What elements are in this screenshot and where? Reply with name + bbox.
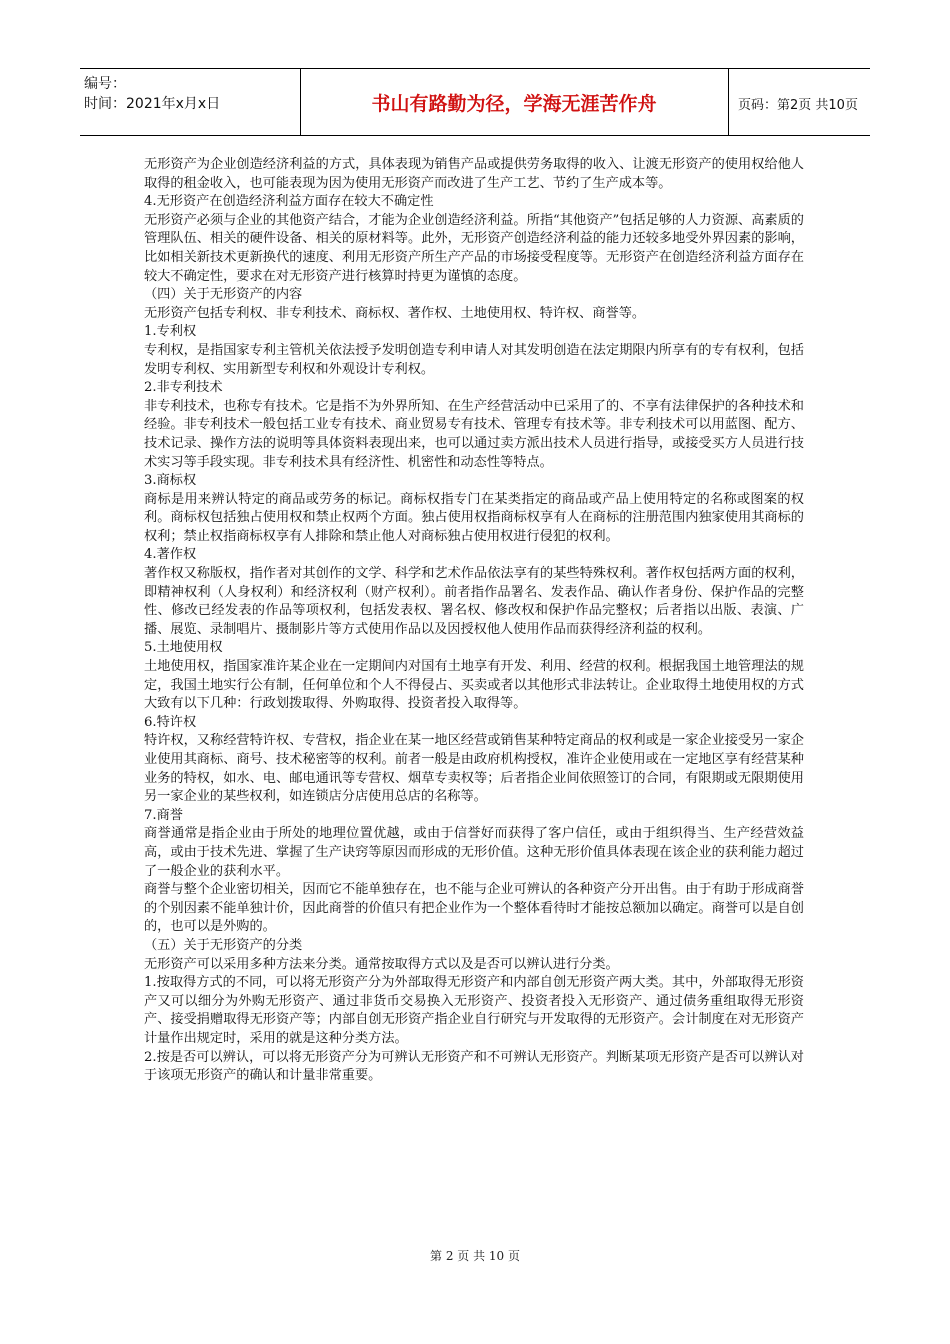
header-page-info: 页码：第2页 共10页 <box>738 98 858 113</box>
body-paragraph: 4.无形资产在创造经济利益方面存在较大不确定性 <box>144 194 434 210</box>
header-motto-cell <box>300 69 729 135</box>
body-paragraph: 商誉通常是指企业由于所处的地理位置优越，或由于信誉好而获得了客户信任，或由于组织得当、生产经营效益高，或由于技术先进、掌握了生产诀窍等原因而形成的无形价值。这种无形价值具体表现在该企业的获利能力超过了一般企业的获利水平。 <box>144 826 804 879</box>
header-motto: 书山有路勤为径，学海无涯苦作舟 <box>371 93 657 115</box>
page-header <box>80 68 870 136</box>
body-paragraph: 专利权，是指国家专利主管机关依法授予发明创造专利申请人对其发明创造在法定期限内所享有的专有权利，包括发明专利权、实用新型专利权和外观设计专利权。 <box>144 342 804 377</box>
body-paragraph: 特许权，又称经营特许权、专营权，指企业在某一地区经营或销售某种特定商品的权利或是一家企业接受另一家企业使用其商标、商号、技术秘密等的权利。前者一般是由政府机构授权，准许企业使用或在一定地区享有经营某种业务的特权，如水、电、邮电通讯等专营权、烟草专卖权等；后者指企业间依照签订的合同，有限期或无限期使用另一家企业的某些权利，如连锁店分店使用总店的名称等。 <box>144 733 804 805</box>
body-paragraph: 无形资产为企业创造经济利益的方式，具体表现为销售产品或提供劳务取得的收入、让渡无形资产的使用权给他人取得的租金收入，也可能表现为因为使用无形资产而改进了生产工艺、节约了生产成本等。 <box>144 157 804 191</box>
body-paragraph: 2.按是否可以辨认，可以将无形资产分为可辨认无形资产和不可辨认无形资产。判断某项无形资产是否可以辨认对于该项无形资产的确认和计量非常重要。 <box>144 1049 804 1084</box>
body-paragraph: 7.商誉 <box>144 807 183 823</box>
body-paragraph: （五）关于无形资产的分类 <box>144 937 303 953</box>
body-paragraph: 非专利技术，也称专有技术。它是指不为外界所知、在生产经营活动中已采用了的、不享有法律保护的各种技术和经验。非专利技术一般包括工业专有技术、商业贸易专有技术、管理专有技术等。非专利技术可以用蓝图、配方、技术记录、操作方法的说明等具体资料表现出来，也可以通过卖方派出技术人员进行指导，或接受买方人员进行技术实习等手段实现。非专利技术具有经济性、机密性和动态性等特点。 <box>144 398 804 470</box>
document-body <box>144 156 804 1086</box>
body-paragraph: （四）关于无形资产的内容 <box>144 287 303 303</box>
body-paragraph: 商誉与整个企业密切相关，因而它不能单独存在，也不能与企业可辨认的各种资产分开出售。由于有助于形成商誉的个别因素不能单独计价，因此商誉的价值只有把企业作为一个整体看待时才能按总额加以确定。商誉可以是自创的，也可以是外购的。 <box>144 882 804 935</box>
body-paragraph: 无形资产包括专利权、非专利技术、商标权、著作权、土地使用权、特许权、商誉等。 <box>144 305 646 321</box>
body-paragraph: 无形资产必须与企业的其他资产结合，才能为企业创造经济利益。所指“其他资产”包括足够的人力资源、高素质的管理队伍、相关的硬件设备、相关的原材料等。此外，无形资产创造经济利益的能力还较多地受外界因素的影响，比如相关新技术更新换代的速度、利用无形资产所生产产品的市场接受程度等。无形资产在创造经济利益方面存在较大不确定性，要求在对无形资产进行核算时持更为谨慎的态度。 <box>144 212 804 284</box>
body-paragraph: 4.著作权 <box>144 547 197 563</box>
body-paragraph: 商标是用来辨认特定的商品或劳务的标记。商标权指专门在某类指定的商品或产品上使用特定的名称或图案的权利。商标权包括独占使用权和禁止权两个方面。独占使用权指商标权享有人在商标的注册范围内独家使用其商标的权利；禁止权指商标权享有人排除和禁止他人对商标独占使用权进行侵犯的权利。 <box>144 491 804 544</box>
page-footer: 第 2 页 共 10 页 <box>430 1249 520 1263</box>
body-paragraph: 土地使用权，指国家准许某企业在一定期间内对国有土地享有开发、利用、经营的权利。根据我国土地管理法的规定，我国土地实行公有制，任何单位和个人不得侵占、买卖或者以其他形式非法转让。企业取得土地使用权的方式大致有以下几种：行政划拨取得、外购取得、投资者投入取得等。 <box>144 659 804 712</box>
document-number-label: 编号： <box>84 76 126 92</box>
body-paragraph: 3.商标权 <box>144 473 197 489</box>
body-paragraph: 1.按取得方式的不同，可以将无形资产分为外部取得无形资产和内部自创无形资产两大类。其中，外部取得无形资产又可以细分为外购无形资产、通过非货币交易换入无形资产、投资者投入无形资产、通过债务重组取得无形资产、接受捐赠取得无形资产等；内部自创无形资产指企业自行研究与开发取得的无形资产。会计制度在对无形资产计量作出规定时，采用的就是这种分类方法。 <box>144 975 804 1046</box>
body-paragraph: 1.专利权 <box>144 324 197 340</box>
body-paragraph: 无形资产可以采用多种方法来分类。通常按取得方式以及是否可以辨认进行分类。 <box>144 956 619 972</box>
body-paragraph: 6.特许权 <box>144 714 197 730</box>
body-paragraph: 5.土地使用权 <box>144 640 223 656</box>
header-left-cell <box>80 69 301 135</box>
header-page-cell <box>728 69 870 135</box>
body-paragraph: 2.非专利技术 <box>144 380 223 396</box>
body-paragraph: 著作权又称版权，指作者对其创作的文学、科学和艺术作品依法享有的某些特殊权利。著作权包括两方面的权利，即精神权利（人身权利）和经济权利（财产权利）。前者指作品署名、发表作品、确认作者身份、保护作品的完整性、修改已经发表的作品等项权利，包括发表权、署名权、修改权和保护作品完整权；后者指以出版、表演、广播、展览、录制唱片、摄制影片等方式使用作品以及因授权他人使用作品而获得经济利益的权利。 <box>144 566 804 637</box>
document-date-label: 时间：2021年x月x日 <box>84 96 221 112</box>
